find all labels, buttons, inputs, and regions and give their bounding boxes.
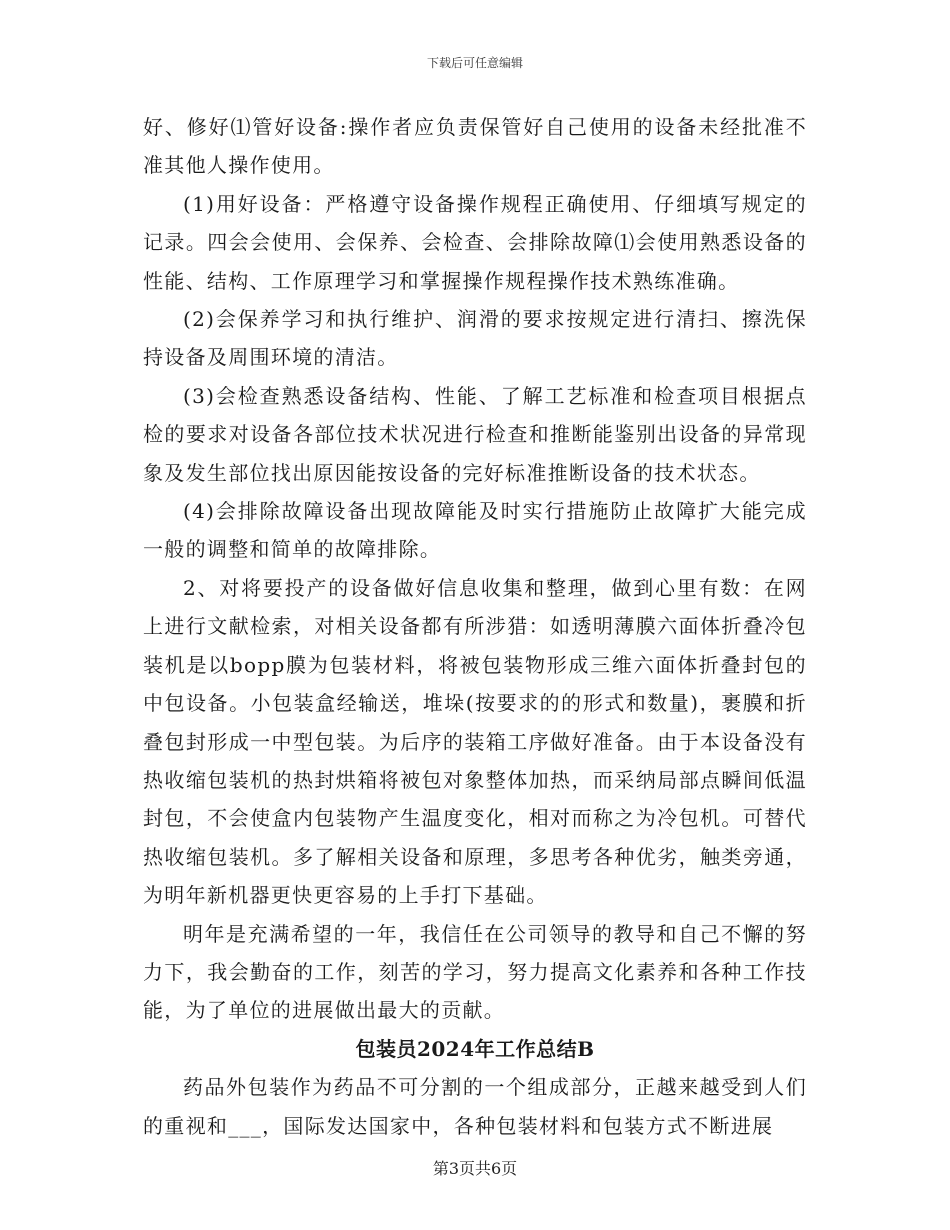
paragraph-inspect: (3)会检查熟悉设备结构、性能、了解工艺标准和检查项目根据点检的要求对设备各部位技术状况进行检查和推断能鉴别出设备的异常现象及发生部位找出原因能按设备的完好标准推断设备的技术状态。 <box>143 383 807 485</box>
page-header-note: 下载后可任意编辑 <box>426 56 523 70</box>
paragraph-maintain: (2)会保养学习和执行维护、润滑的要求按规定进行清扫、擦洗保持设备及周围环境的清洁。 <box>143 307 807 370</box>
document-body <box>143 108 807 1145</box>
paragraph-information-collection: 2、对将要投产的设备做好信息收集和整理，做到心里有数：在网上进行文献检索，对相关设备都有所涉猎：如透明薄膜六面体折叠冷包装机是以bopp膜为包装材料，将被包装物形成三维六面体折叠封包的中包设备。小包装盒经输送，堆垛(按要求的的形式和数量)，裹膜和折叠包封形成一中型包装。为后序的装箱工序做好准备。由于本设备没有热收缩包装机的热封烘箱将被包对象整体加热，而采纳局部点瞬间低温封包，不会使盒内包装物产生温度变化，相对而称之为冷包机。可替代热收缩包装机。多了解相关设备和原理，多思考各种优劣，触类旁通，为明年新机器更快更容易的上手打下基础。 <box>143 575 807 908</box>
paragraph-troubleshoot: (4)会排除故障设备出现故障能及时实行措施防止故障扩大能完成一般的调整和简单的故障排除。 <box>143 499 807 562</box>
paragraph-next-year: 明年是充满希望的一年，我信任在公司领导的教导和自己不懈的努力下，我会勤奋的工作，刻苦的学习，努力提高文化素养和各种工作技能，为了单位的进展做出最大的贡献。 <box>143 921 807 1023</box>
paragraph-continuation: 好、修好⑴管好设备:操作者应负责保管好自己使用的设备未经批准不准其他人操作使用。 <box>143 115 807 178</box>
section-title: 包装员2024年工作总结B <box>355 1036 595 1061</box>
page-number-footer: 第3页共6页 <box>432 1159 518 1178</box>
paragraph-use-equipment: (1)用好设备：严格遵守设备操作规程正确使用、仔细填写规定的记录。四会会使用、会保养、会检查、会排除故障⑴会使用熟悉设备的性能、结构、工作原理学习和掌握操作规程操作技术熟练准确。 <box>143 191 807 293</box>
paragraph-section-intro: 药品外包装作为药品不可分割的一个组成部分，正越来越受到人们的重视和___，国际发达国家中，各种包装材料和包装方式不断进展 <box>143 1075 807 1138</box>
